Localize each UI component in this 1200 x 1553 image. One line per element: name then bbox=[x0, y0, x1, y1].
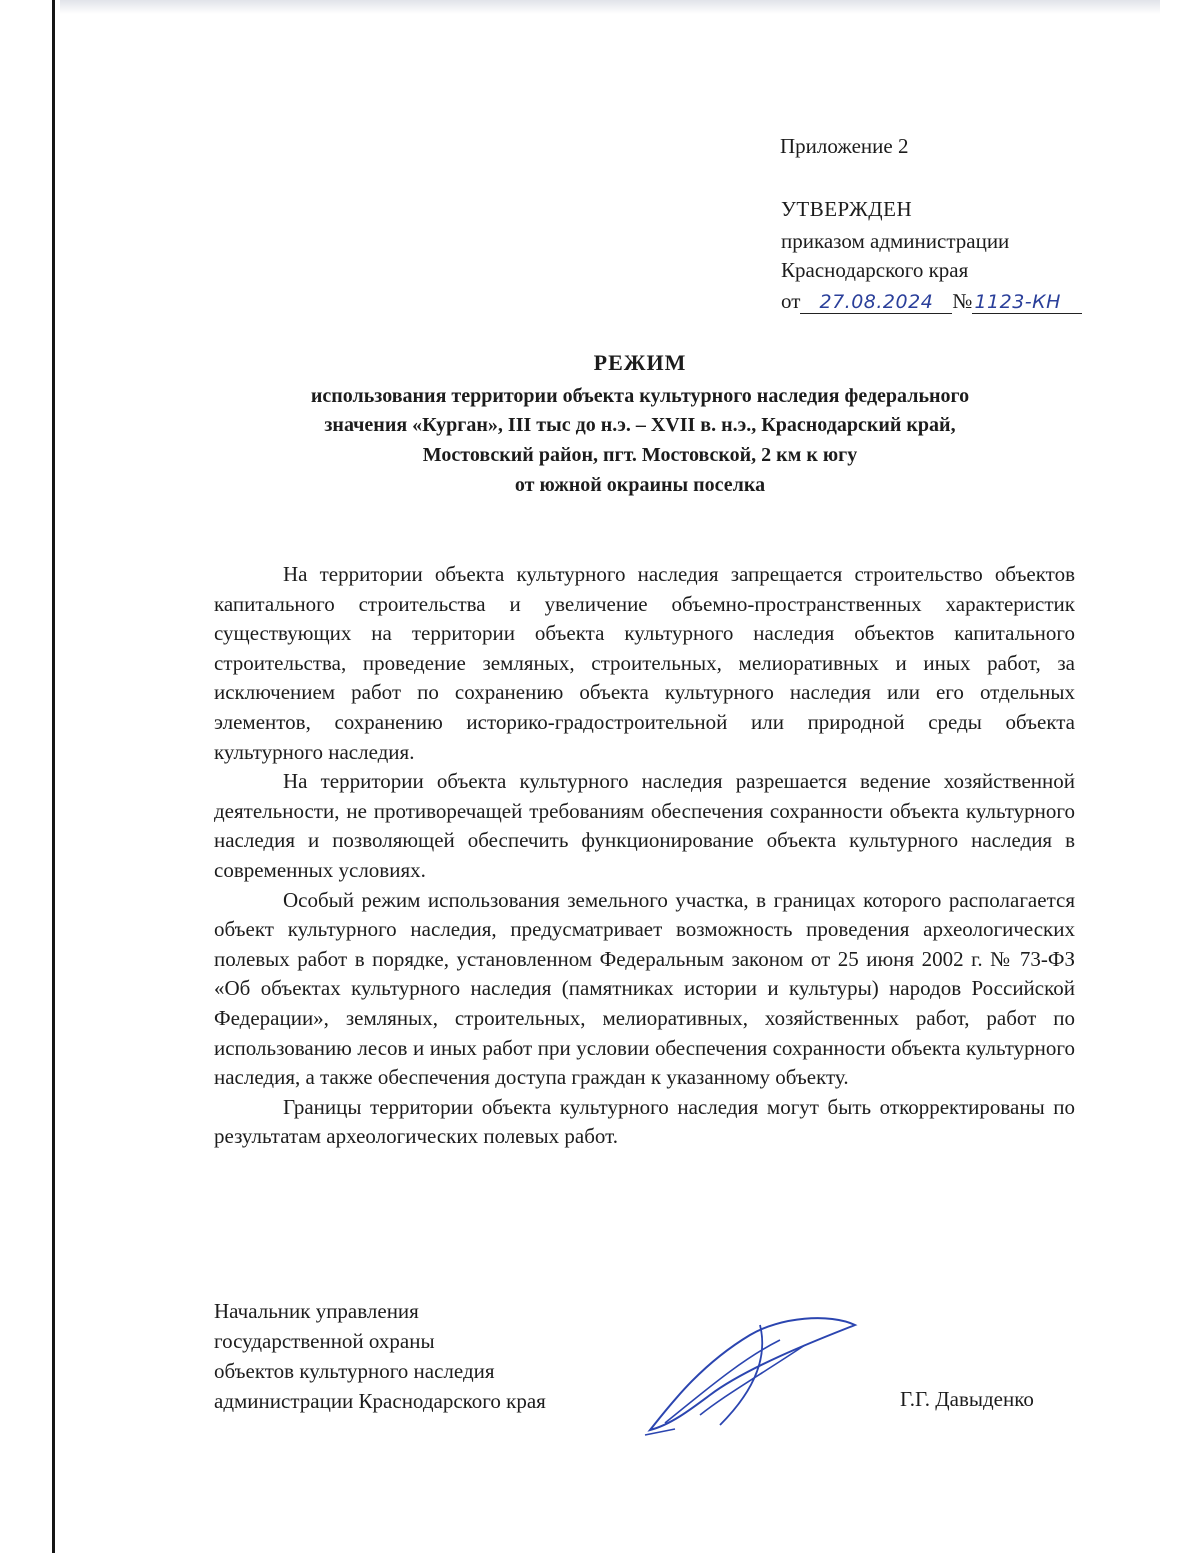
appendix-label: Приложение 2 bbox=[780, 134, 909, 158]
document-title: РЕЖИМ bbox=[593, 350, 687, 375]
paragraph-permission: На территории объекта культурного наследия разрешается ведение хозяйственной деятельности, не противоречащей требованиям обеспечения сохранности объекта культурного наследия и позволяющей обеспечить функционирование объекта культурного наследия в современных условиях. bbox=[214, 769, 1075, 882]
scan-left-edge bbox=[52, 0, 55, 1553]
approved-stamp-text: УТВЕРЖДЕН bbox=[781, 197, 913, 221]
paragraph-special-regime: Особый режим использования земельного участка, в границах которого располагается объект культурного наследия, предусматривает возможность проведения археологических полевых работ в порядке, установленном Федеральным законом от 25 июня 2002 г. № 73-ФЗ «Об объектах культурного наследия (памятниках истории и культуры) народов Российской Федерации», земляных, строительных, мелиоративных, хозяйственных работ, работ по использованию лесов и иных работ при условии обеспечения сохранности объекта культурного наследия, а также обеспечения доступа граждан к указанному объекту. bbox=[214, 887, 1075, 1090]
order-line-2: Краснодарского края bbox=[781, 258, 969, 282]
order-number-label: № bbox=[952, 289, 973, 313]
scan-shadow bbox=[60, 0, 1160, 14]
order-line-1: приказом администрации bbox=[781, 229, 1010, 253]
signatory-line-4: администрации Краснодарского края bbox=[214, 1389, 546, 1413]
order-number: 1123-КН bbox=[972, 291, 1082, 314]
paragraph-prohibition: На территории объекта культурного наследия запрещается строительство объектов капитального строительства и увеличение объемно-пространственных характеристик существующих на территории объекта культурного наследия объектов капитального строительства, проведение земляных, строительных, мелиоративных и иных работ, за исключением работ по сохранению объекта культурного наследия или его отдельных элементов, сохранению историко-градостроительной или природной среды объекта культурного наследия. bbox=[214, 562, 1075, 764]
signatory-line-1: Начальник управления bbox=[214, 1299, 419, 1323]
document-body bbox=[214, 560, 1075, 1152]
order-from-label: от bbox=[781, 289, 801, 313]
title-line-4: от южной окраины поселка bbox=[514, 474, 766, 496]
title-line-3: Мостовский район, пгт. Мостовской, 2 км к югу bbox=[422, 444, 858, 466]
order-date: 27.08.2024 bbox=[800, 291, 952, 314]
signatory-line-2: государственной охраны bbox=[214, 1329, 435, 1353]
signatory-name: Г.Г. Давыденко bbox=[900, 1387, 1034, 1411]
title-line-1: использования территории объекта культурного наследия федерального bbox=[310, 385, 970, 407]
signatory-position bbox=[214, 1296, 546, 1416]
order-date-line bbox=[781, 289, 1082, 314]
title-line-2: значения «Курган», III тыс до н.э. – XVII в. н.э., Краснодарский край, bbox=[324, 414, 956, 436]
signatory-line-3: объектов культурного наследия bbox=[214, 1359, 495, 1383]
paragraph-boundaries: Границы территории объекта культурного наследия могут быть откорректированы по результатам археологических полевых работ. bbox=[214, 1094, 1075, 1149]
handwritten-signature bbox=[630, 1305, 870, 1445]
